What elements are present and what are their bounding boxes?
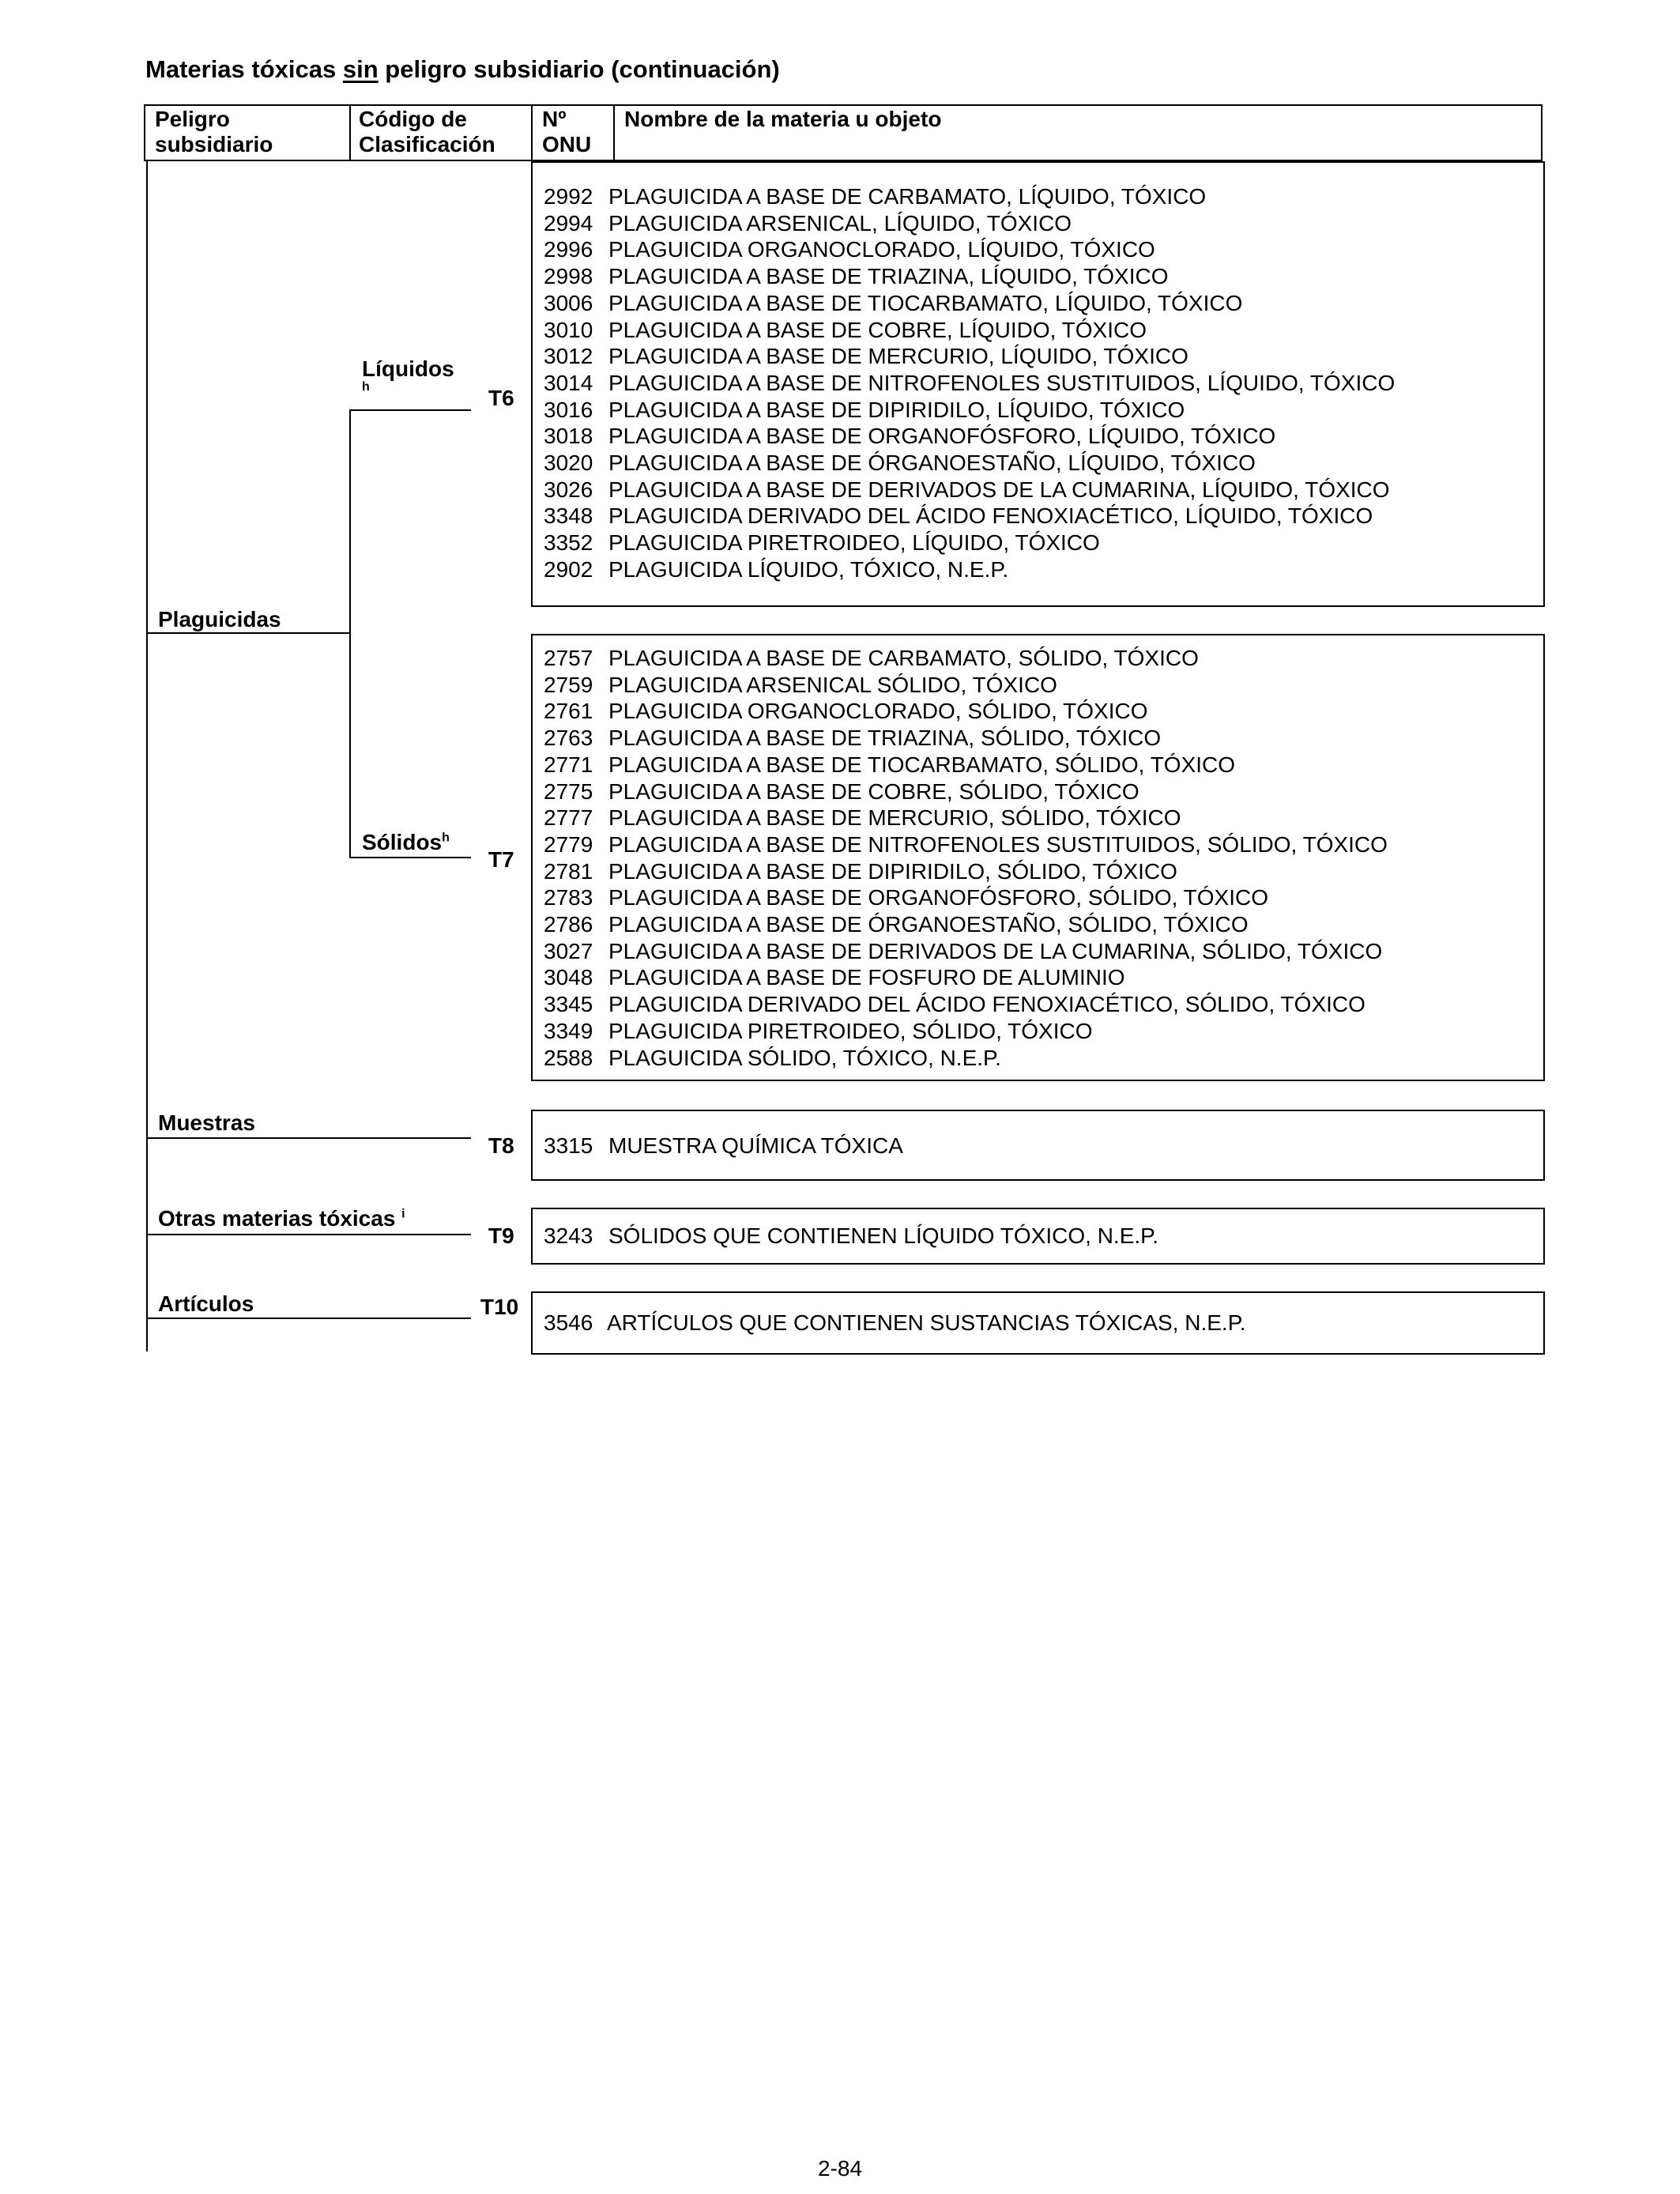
header-divider: [613, 104, 615, 161]
header-onu: Nº ONU: [542, 107, 592, 156]
list-item: 2763 PLAGUICIDA A BASE DE TRIAZINA, SÓLIDO, TÓXICO: [544, 726, 1162, 751]
list-item: 2998 PLAGUICIDA A BASE DE TRIAZINA, LÍQUIDO, TÓXICO: [544, 264, 1169, 289]
list-item: 3348 PLAGUICIDA DERIVADO DEL ÁCIDO FENOXIACÉTICO, LÍQUIDO, TÓXICO: [544, 503, 1373, 529]
group-plaguicidas: Plaguicidas: [158, 607, 281, 631]
list-item: 3016 PLAGUICIDA A BASE DE DIPIRIDILO, LÍQUIDO, TÓXICO: [544, 397, 1185, 422]
otras-entry: 3243 SÓLIDOS QUE CONTIENEN LÍQUIDO TÓXICO, N.E.P.: [544, 1223, 1158, 1248]
otras-note: i: [401, 1207, 405, 1221]
list-item: 2759 PLAGUICIDA ARSENICAL SÓLIDO, TÓXICO: [544, 672, 1057, 697]
list-item: 3026 PLAGUICIDA A BASE DE DERIVADOS DE LA CUMARINA, LÍQUIDO, TÓXICO: [544, 477, 1390, 502]
solidos-list: [544, 645, 1388, 1071]
title-emphasis: sin: [342, 55, 379, 83]
header-peligro: Peligro subsidiario: [155, 107, 273, 156]
list-item: 3010 PLAGUICIDA A BASE DE COBRE, LÍQUIDO, TÓXICO: [544, 317, 1147, 342]
page-number: 2-84: [817, 2156, 863, 2181]
articulos-entry: 3546 ARTÍCULOS QUE CONTIENEN SUSTANCIAS TÓXICAS, N.E.P.: [544, 1310, 1246, 1335]
list-item: 2779 PLAGUICIDA A BASE DE NITROFENOLES SUSTITUIDOS, SÓLIDO, TÓXICO: [544, 831, 1388, 857]
list-item: 3349 PLAGUICIDA PIRETROIDEO, SÓLIDO, TÓXICO: [544, 1018, 1093, 1043]
group-liquidos: Líquidos h: [362, 356, 454, 394]
page-title: Materias tóxicas sin peligro subsidiario (continuación): [145, 55, 780, 83]
tree-liquidos-branch: [349, 409, 471, 411]
list-item: 3352 PLAGUICIDA PIRETROIDEO, LÍQUIDO, TÓXICO: [544, 530, 1100, 556]
list-item: 3012 PLAGUICIDA A BASE DE MERCURIO, LÍQUIDO, TÓXICO: [544, 344, 1188, 369]
tree-muestras-branch: [146, 1137, 471, 1139]
group-articulos: Artículos: [158, 1291, 254, 1316]
code-t10: T10: [480, 1295, 519, 1319]
header-divider: [349, 104, 351, 161]
group-muestras: Muestras: [158, 1110, 255, 1135]
list-item: 3006 PLAGUICIDA A BASE DE TIOCARBAMATO, LÍQUIDO, TÓXICO: [544, 290, 1243, 315]
code-t9: T9: [488, 1223, 514, 1248]
solidos-note: h: [442, 831, 450, 845]
liquidos-list: [544, 183, 1395, 583]
code-t8: T8: [488, 1133, 514, 1158]
header-codigo: Código de Clasificación: [359, 107, 495, 156]
tree-otras-branch: [146, 1234, 471, 1235]
group-otras: Otras materias tóxicas $^i$: [158, 1206, 405, 1231]
header-nombre: Nombre de la materia u objeto: [624, 107, 942, 131]
list-item: 3048 PLAGUICIDA A BASE DE FOSFURO DE ALUMINIO: [544, 965, 1125, 990]
tree-plaguicidas-line: [349, 409, 351, 858]
header-divider: [531, 104, 533, 161]
list-item: 2771 PLAGUICIDA A BASE DE TIOCARBAMATO, SÓLIDO, TÓXICO: [544, 752, 1236, 777]
muestras-entry: 3315 MUESTRA QUÍMICA TÓXICA: [544, 1133, 903, 1158]
list-item: 3014 PLAGUICIDA A BASE DE NITROFENOLES SUSTITUIDOS, LÍQUIDO, TÓXICO: [544, 370, 1396, 395]
list-item: 3018 PLAGUICIDA A BASE DE ORGANOFÓSFORO, LÍQUIDO, TÓXICO: [544, 424, 1276, 449]
list-item: 2775 PLAGUICIDA A BASE DE COBRE, SÓLIDO, TÓXICO: [544, 778, 1139, 804]
list-item: 2783 PLAGUICIDA A BASE DE ORGANOFÓSFORO, SÓLIDO, TÓXICO: [544, 885, 1269, 910]
code-t7: T7: [488, 847, 514, 872]
group-solidos: Sólidos$^h$: [362, 830, 450, 854]
list-item: 2902 PLAGUICIDA LÍQUIDO, TÓXICO, N.E.P.: [544, 556, 1009, 582]
list-item: 2786 PLAGUICIDA A BASE DE ÓRGANOESTAÑO, SÓLIDO, TÓXICO: [544, 912, 1249, 937]
list-item: 3027 PLAGUICIDA A BASE DE DERIVADOS DE LA CUMARINA, SÓLIDO, TÓXICO: [544, 938, 1383, 963]
list-item: 3020 PLAGUICIDA A BASE DE ÓRGANOESTAÑO, LÍQUIDO, TÓXICO: [544, 450, 1256, 476]
tree-main-line: [146, 161, 148, 1351]
list-item: 2992 PLAGUICIDA A BASE DE CARBAMATO, LÍQUIDO, TÓXICO: [544, 184, 1207, 209]
list-item: 2996 PLAGUICIDA ORGANOCLORADO, LÍQUIDO, TÓXICO: [544, 237, 1155, 262]
tree-articulos-branch: [146, 1318, 471, 1319]
code-t6: T6: [488, 386, 514, 410]
list-item: 3345 PLAGUICIDA DERIVADO DEL ÁCIDO FENOXIACÉTICO, SÓLIDO, TÓXICO: [544, 992, 1365, 1017]
list-item: 2588 PLAGUICIDA SÓLIDO, TÓXICO, N.E.P.: [544, 1045, 1001, 1070]
list-item: 2777 PLAGUICIDA A BASE DE MERCURIO, SÓLIDO, TÓXICO: [544, 805, 1181, 831]
list-item: 2757 PLAGUICIDA A BASE DE CARBAMATO, SÓLIDO, TÓXICO: [544, 646, 1199, 670]
list-item: 2994 PLAGUICIDA ARSENICAL, LÍQUIDO, TÓXICO: [544, 210, 1072, 236]
tree-plaguicidas-branch: [146, 632, 351, 634]
list-item: 2781 PLAGUICIDA A BASE DE DIPIRIDILO, SÓLIDO, TÓXICO: [544, 858, 1177, 884]
liquidos-note: h: [362, 380, 370, 394]
list-item: 2761 PLAGUICIDA ORGANOCLORADO, SÓLIDO, TÓXICO: [544, 699, 1148, 724]
tree-solidos-branch: [349, 857, 471, 858]
